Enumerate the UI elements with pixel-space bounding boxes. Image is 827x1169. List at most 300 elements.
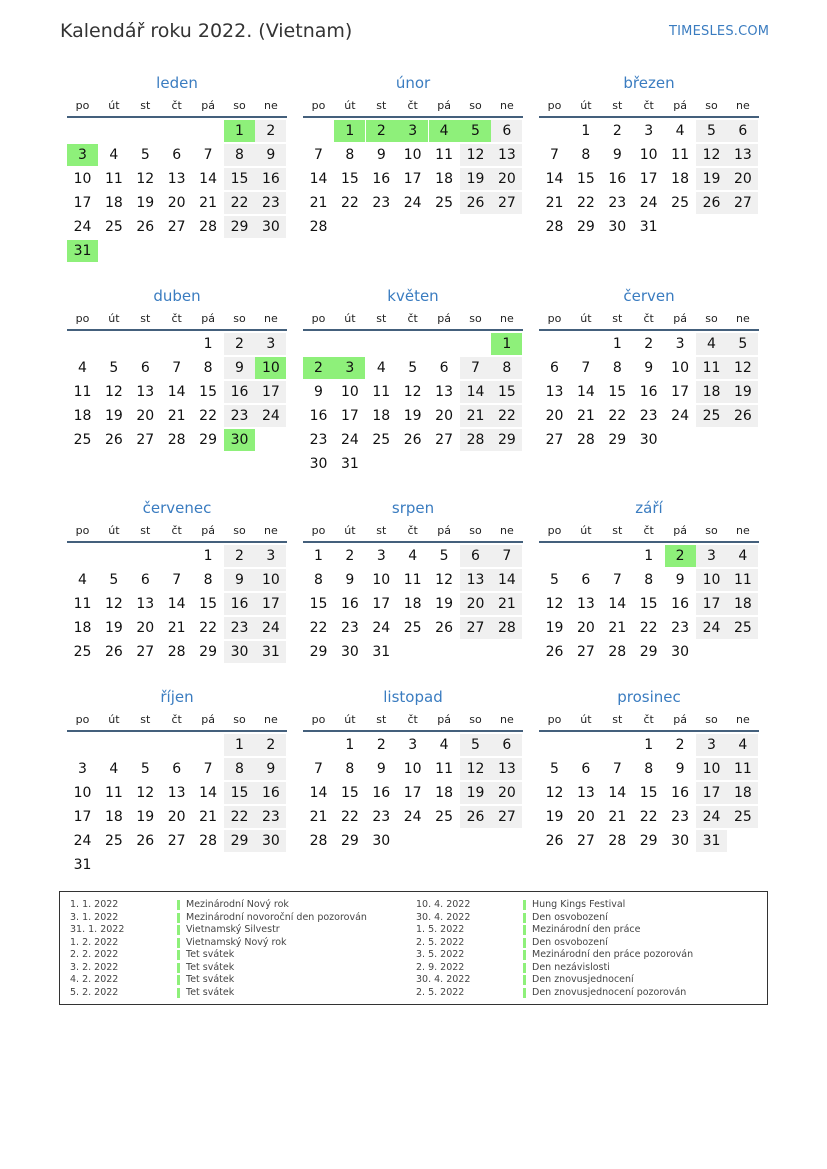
weekday-label: čt [407,99,418,112]
weekday-header [303,312,523,326]
day-cell: 19 [545,809,564,825]
day-cell: 24 [340,432,359,448]
weekday-label: čt [643,99,654,112]
day-cell: 23 [639,408,658,424]
day-cell: 14 [576,384,595,400]
day-cell: 3 [255,333,286,355]
legend-date: 2. 2. 2022 [70,949,119,960]
day-cell: 5 [439,548,449,564]
day-cell: 21 [608,620,627,636]
holiday-day-cell: 2 [665,545,696,567]
day-cell: 24 [255,405,286,427]
day-cell: 28 [608,833,627,849]
day-cell: 24 [372,620,391,636]
day-cell: 9 [224,569,255,591]
day-cell: 15 [639,785,658,801]
day-cell: 9 [675,572,685,588]
day-cell: 22 [340,809,359,825]
day-cell: 6 [140,572,150,588]
day-cell: 11 [435,761,453,777]
day-cell: 3 [408,737,418,753]
day-cell: 8 [314,572,323,588]
day-cell: 20 [576,620,595,636]
day-cell: 7 [172,360,182,376]
day-cell: 7 [314,761,323,777]
day-cell: 9 [376,147,386,163]
day-cell: 15 [199,596,217,612]
day-cell: 5 [109,360,119,376]
day-cell: 25 [104,833,123,849]
weekday-label: čt [407,524,418,537]
day-cell: 17 [403,785,422,801]
day-cell: 22 [639,620,658,636]
day-cell: 2 [224,333,255,355]
day-cell: 7 [581,360,591,376]
day-cell: 18 [403,596,422,612]
day-cell: 7 [612,572,622,588]
day-cell: 16 [671,785,689,801]
day-cell: 11 [727,758,758,780]
legend-date: 5. 2. 2022 [70,986,119,998]
day-cell: 3 [376,548,386,564]
weekday-header [67,524,287,538]
weekday-label: pá [673,99,687,112]
day-cell: 19 [136,809,155,825]
holiday-day-cell: 2 [366,120,397,142]
weekday-label: ne [500,713,514,726]
day-cell: 27 [491,806,522,828]
day-cell: 17 [403,171,422,187]
day-cell: 3 [696,545,727,567]
day-cell: 18 [727,593,758,615]
weekday-label: pá [201,312,215,325]
day-cell: 8 [224,144,255,166]
weekday-label: ne [500,524,514,537]
day-cell: 13 [491,758,522,780]
day-cell: 11 [104,785,123,801]
day-cell: 13 [545,384,564,400]
legend-holiday-name: Den znovusjednocení pozorován [523,988,686,998]
day-cell: 6 [172,761,182,777]
day-cell: 27 [576,833,595,849]
day-cell: 26 [136,833,155,849]
day-cell: 14 [608,596,627,612]
day-cell: 8 [644,572,654,588]
day-cell: 19 [727,381,758,403]
weekday-label: st [376,312,387,325]
day-cell: 24 [403,809,422,825]
day-cell: 4 [376,360,386,376]
day-cell: 29 [639,833,658,849]
day-cell: 17 [255,381,286,403]
weekday-label: po [311,99,326,112]
weekday-label: pá [673,524,687,537]
day-cell: 29 [491,429,522,451]
day-cell: 28 [199,833,217,849]
day-cell: 4 [696,333,727,355]
day-cell: 11 [696,357,727,379]
day-cell: 9 [644,360,654,376]
legend-holiday-name: Tet svátek [177,963,234,973]
day-cell: 22 [224,192,255,214]
day-cell: 26 [460,192,491,214]
day-cell: 7 [203,761,213,777]
day-cell: 20 [435,408,453,424]
header-divider [67,730,287,732]
weekday-header [539,99,759,113]
day-cell: 14 [309,171,328,187]
weekday-label: ne [500,312,514,325]
day-cell: 23 [224,405,255,427]
day-cell: 29 [639,644,658,660]
day-cell: 12 [104,596,123,612]
day-cell: 15 [576,171,595,187]
day-cell: 30 [671,644,689,660]
day-cell: 18 [372,408,391,424]
day-cell: 5 [109,572,119,588]
holiday-legend [59,891,768,1005]
weekday-label: st [612,312,623,325]
day-cell: 12 [403,384,422,400]
holiday-day-cell: 3 [397,120,428,142]
weekday-label: st [376,524,387,537]
header-divider [67,116,287,118]
day-cell: 31 [696,830,727,852]
day-cell: 16 [255,168,286,190]
legend-holiday-name: Tet svátek [177,950,234,960]
header-divider [303,329,523,331]
day-cell: 13 [460,569,491,591]
day-cell: 2 [255,734,286,756]
day-cell: 29 [224,216,255,238]
day-cell: 27 [136,644,155,660]
weekday-label: pá [437,713,451,726]
day-cell: 16 [224,381,255,403]
day-cell: 12 [460,758,491,780]
day-cell: 16 [309,408,328,424]
legend-date: 2. 9. 2022 [416,961,465,973]
day-cell: 18 [727,782,758,804]
day-cell: 24 [671,408,689,424]
day-cell: 6 [140,360,150,376]
day-cell: 23 [372,809,391,825]
day-cell: 22 [309,620,328,636]
day-cell: 22 [199,620,217,636]
day-cell: 18 [104,195,123,211]
weekday-label: pá [201,524,215,537]
holiday-day-cell: 1 [224,120,255,142]
day-cell: 5 [460,734,491,756]
day-cell: 9 [345,572,355,588]
weekday-label: pá [673,713,687,726]
weekday-label: ne [736,312,750,325]
day-cell: 25 [73,644,92,660]
weekday-label: út [108,312,120,325]
legend-date: 3. 2. 2022 [70,961,119,973]
day-cell: 27 [167,833,186,849]
day-cell: 14 [491,569,522,591]
month-name: březen [623,74,675,92]
day-cell: 27 [727,192,758,214]
day-cell: 1 [644,737,654,753]
day-cell: 10 [73,171,92,187]
weekday-label: út [580,713,592,726]
legend-holiday-name: Den osvobození [523,913,608,923]
weekday-label: po [311,713,326,726]
holiday-day-cell: 30 [224,429,255,451]
header-divider [67,329,287,331]
day-cell: 31 [73,857,92,873]
day-cell: 16 [671,596,689,612]
day-cell: 27 [460,617,491,639]
day-cell: 14 [608,785,627,801]
day-cell: 25 [435,809,453,825]
weekday-header [67,312,287,326]
day-cell: 21 [199,809,217,825]
weekday-label: st [612,99,623,112]
day-cell: 15 [199,384,217,400]
day-cell: 28 [167,432,186,448]
day-cell: 27 [435,432,453,448]
legend-holiday-name: Den nezávislosti [523,963,610,973]
day-cell: 28 [199,219,217,235]
day-cell: 17 [639,171,658,187]
day-cell: 23 [224,617,255,639]
day-cell: 25 [696,405,727,427]
page-title: Kalendář roku 2022. (Vietnam) [60,20,353,42]
weekday-label: po [311,312,326,325]
day-cell: 14 [199,785,217,801]
weekday-label: st [612,713,623,726]
day-cell: 6 [491,734,522,756]
day-cell: 30 [224,641,255,663]
day-cell: 30 [608,219,627,235]
day-cell: 11 [104,171,123,187]
weekday-label: út [580,312,592,325]
day-cell: 26 [460,806,491,828]
weekday-label: ne [264,524,278,537]
day-cell: 22 [340,195,359,211]
header-divider [539,541,759,543]
day-cell: 4 [78,360,87,376]
header-divider [303,116,523,118]
day-cell: 27 [545,432,564,448]
weekday-header [303,524,523,538]
weekday-label: ne [264,99,278,112]
day-cell: 26 [403,432,422,448]
legend-holiday-name: Hung Kings Festival [523,900,625,910]
day-cell: 22 [491,405,522,427]
day-cell: 23 [340,620,359,636]
legend-date: 31. 1. 2022 [70,924,125,935]
day-cell: 17 [73,195,92,211]
weekday-label: ne [500,99,514,112]
day-cell: 4 [109,147,119,163]
day-cell: 9 [376,761,386,777]
day-cell: 29 [199,432,217,448]
day-cell: 28 [576,432,595,448]
legend-date: 1. 1. 2022 [70,899,119,910]
day-cell: 27 [167,219,186,235]
holiday-day-cell: 5 [460,120,491,142]
holiday-day-cell: 10 [255,357,286,379]
month-name: říjen [160,688,194,706]
day-cell: 22 [224,806,255,828]
day-cell: 13 [167,171,186,187]
day-cell: 23 [671,620,689,636]
day-cell: 24 [696,617,727,639]
weekday-label: so [705,713,718,726]
day-cell: 10 [73,785,92,801]
day-cell: 2 [612,123,622,139]
weekday-label: pá [673,312,687,325]
day-cell: 11 [403,572,422,588]
weekday-header [539,312,759,326]
day-cell: 11 [435,147,453,163]
holiday-day-cell: 1 [334,120,365,142]
day-cell: 10 [403,147,422,163]
day-cell: 7 [612,761,622,777]
day-cell: 30 [340,644,359,660]
day-cell: 21 [167,408,186,424]
day-cell: 1 [644,548,654,564]
day-cell: 6 [491,120,522,142]
day-cell: 23 [255,192,286,214]
day-cell: 9 [314,384,323,400]
header-divider [303,541,523,543]
weekday-label: so [705,524,718,537]
month-name: srpen [391,499,435,517]
day-cell: 28 [608,644,627,660]
weekday-label: pá [201,99,215,112]
month-name: listopad [383,688,443,706]
day-cell: 11 [73,596,92,612]
day-cell: 20 [167,195,186,211]
day-cell: 17 [696,782,727,804]
weekday-label: st [140,524,151,537]
day-cell: 3 [696,734,727,756]
day-cell: 8 [203,360,213,376]
day-cell: 2 [224,545,255,567]
day-cell: 25 [372,432,391,448]
day-cell: 21 [167,620,186,636]
day-cell: 2 [345,548,355,564]
day-cell: 26 [435,620,453,636]
weekday-label: čt [643,312,654,325]
legend-date: 2. 5. 2022 [416,986,465,998]
month-name: prosinec [617,688,681,706]
legend-holiday-name: Tet svátek [177,975,234,985]
day-cell: 10 [255,569,286,591]
day-cell: 8 [203,572,213,588]
legend-holiday-name: Vietnamský Silvestr [177,925,280,935]
day-cell: 8 [581,147,591,163]
header-divider [303,730,523,732]
day-cell: 20 [576,809,595,825]
holiday-day-cell: 2 [303,357,334,379]
weekday-label: út [344,713,356,726]
day-cell: 26 [696,192,727,214]
weekday-label: út [108,524,120,537]
day-cell: 22 [639,809,658,825]
day-cell: 25 [671,195,689,211]
day-cell: 3 [255,545,286,567]
legend-date: 10. 4. 2022 [416,899,471,910]
weekday-label: st [140,99,151,112]
weekday-label: út [344,99,356,112]
day-cell: 23 [372,195,391,211]
day-cell: 6 [581,761,591,777]
day-cell: 12 [435,572,453,588]
weekday-label: so [233,99,246,112]
day-cell: 2 [675,737,685,753]
day-cell: 27 [136,432,155,448]
day-cell: 8 [345,761,355,777]
day-cell: 16 [224,593,255,615]
day-cell: 18 [104,809,123,825]
day-cell: 1 [314,548,323,564]
brand-link[interactable]: TIMESLES.COM [669,24,770,39]
holiday-day-cell: 3 [67,144,98,166]
day-cell: 16 [255,782,286,804]
day-cell: 23 [255,806,286,828]
day-cell: 2 [255,120,286,142]
day-cell: 4 [109,761,119,777]
day-cell: 1 [203,336,213,352]
day-cell: 26 [545,833,564,849]
day-cell: 27 [491,192,522,214]
day-cell: 29 [199,644,217,660]
day-cell: 21 [545,195,564,211]
day-cell: 14 [309,785,328,801]
day-cell: 11 [671,147,689,163]
legend-holiday-name: Mezinárodní den práce [523,925,640,935]
day-cell: 1 [612,336,622,352]
day-cell: 31 [372,644,391,660]
day-cell: 21 [309,195,328,211]
weekday-label: so [705,99,718,112]
holiday-day-cell: 3 [334,357,365,379]
day-cell: 13 [727,144,758,166]
day-cell: 15 [491,381,522,403]
day-cell: 10 [696,758,727,780]
day-cell: 21 [199,195,217,211]
day-cell: 24 [73,219,92,235]
month-name: červen [623,287,675,305]
day-cell: 30 [372,833,391,849]
day-cell: 13 [576,785,595,801]
legend-holiday-name: Mezinárodní Nový rok [177,900,289,910]
day-cell: 30 [639,432,658,448]
day-cell: 25 [727,617,758,639]
day-cell: 18 [435,171,453,187]
day-cell: 12 [136,171,155,187]
day-cell: 26 [104,432,123,448]
day-cell: 25 [73,432,92,448]
day-cell: 29 [608,432,627,448]
day-cell: 3 [78,761,87,777]
day-cell: 7 [172,572,182,588]
weekday-label: čt [643,713,654,726]
weekday-label: so [233,312,246,325]
weekday-label: ne [264,713,278,726]
weekday-label: pá [201,713,215,726]
day-cell: 21 [460,405,491,427]
day-cell: 28 [545,219,564,235]
weekday-label: so [469,312,482,325]
day-cell: 18 [671,171,689,187]
weekday-label: so [233,713,246,726]
